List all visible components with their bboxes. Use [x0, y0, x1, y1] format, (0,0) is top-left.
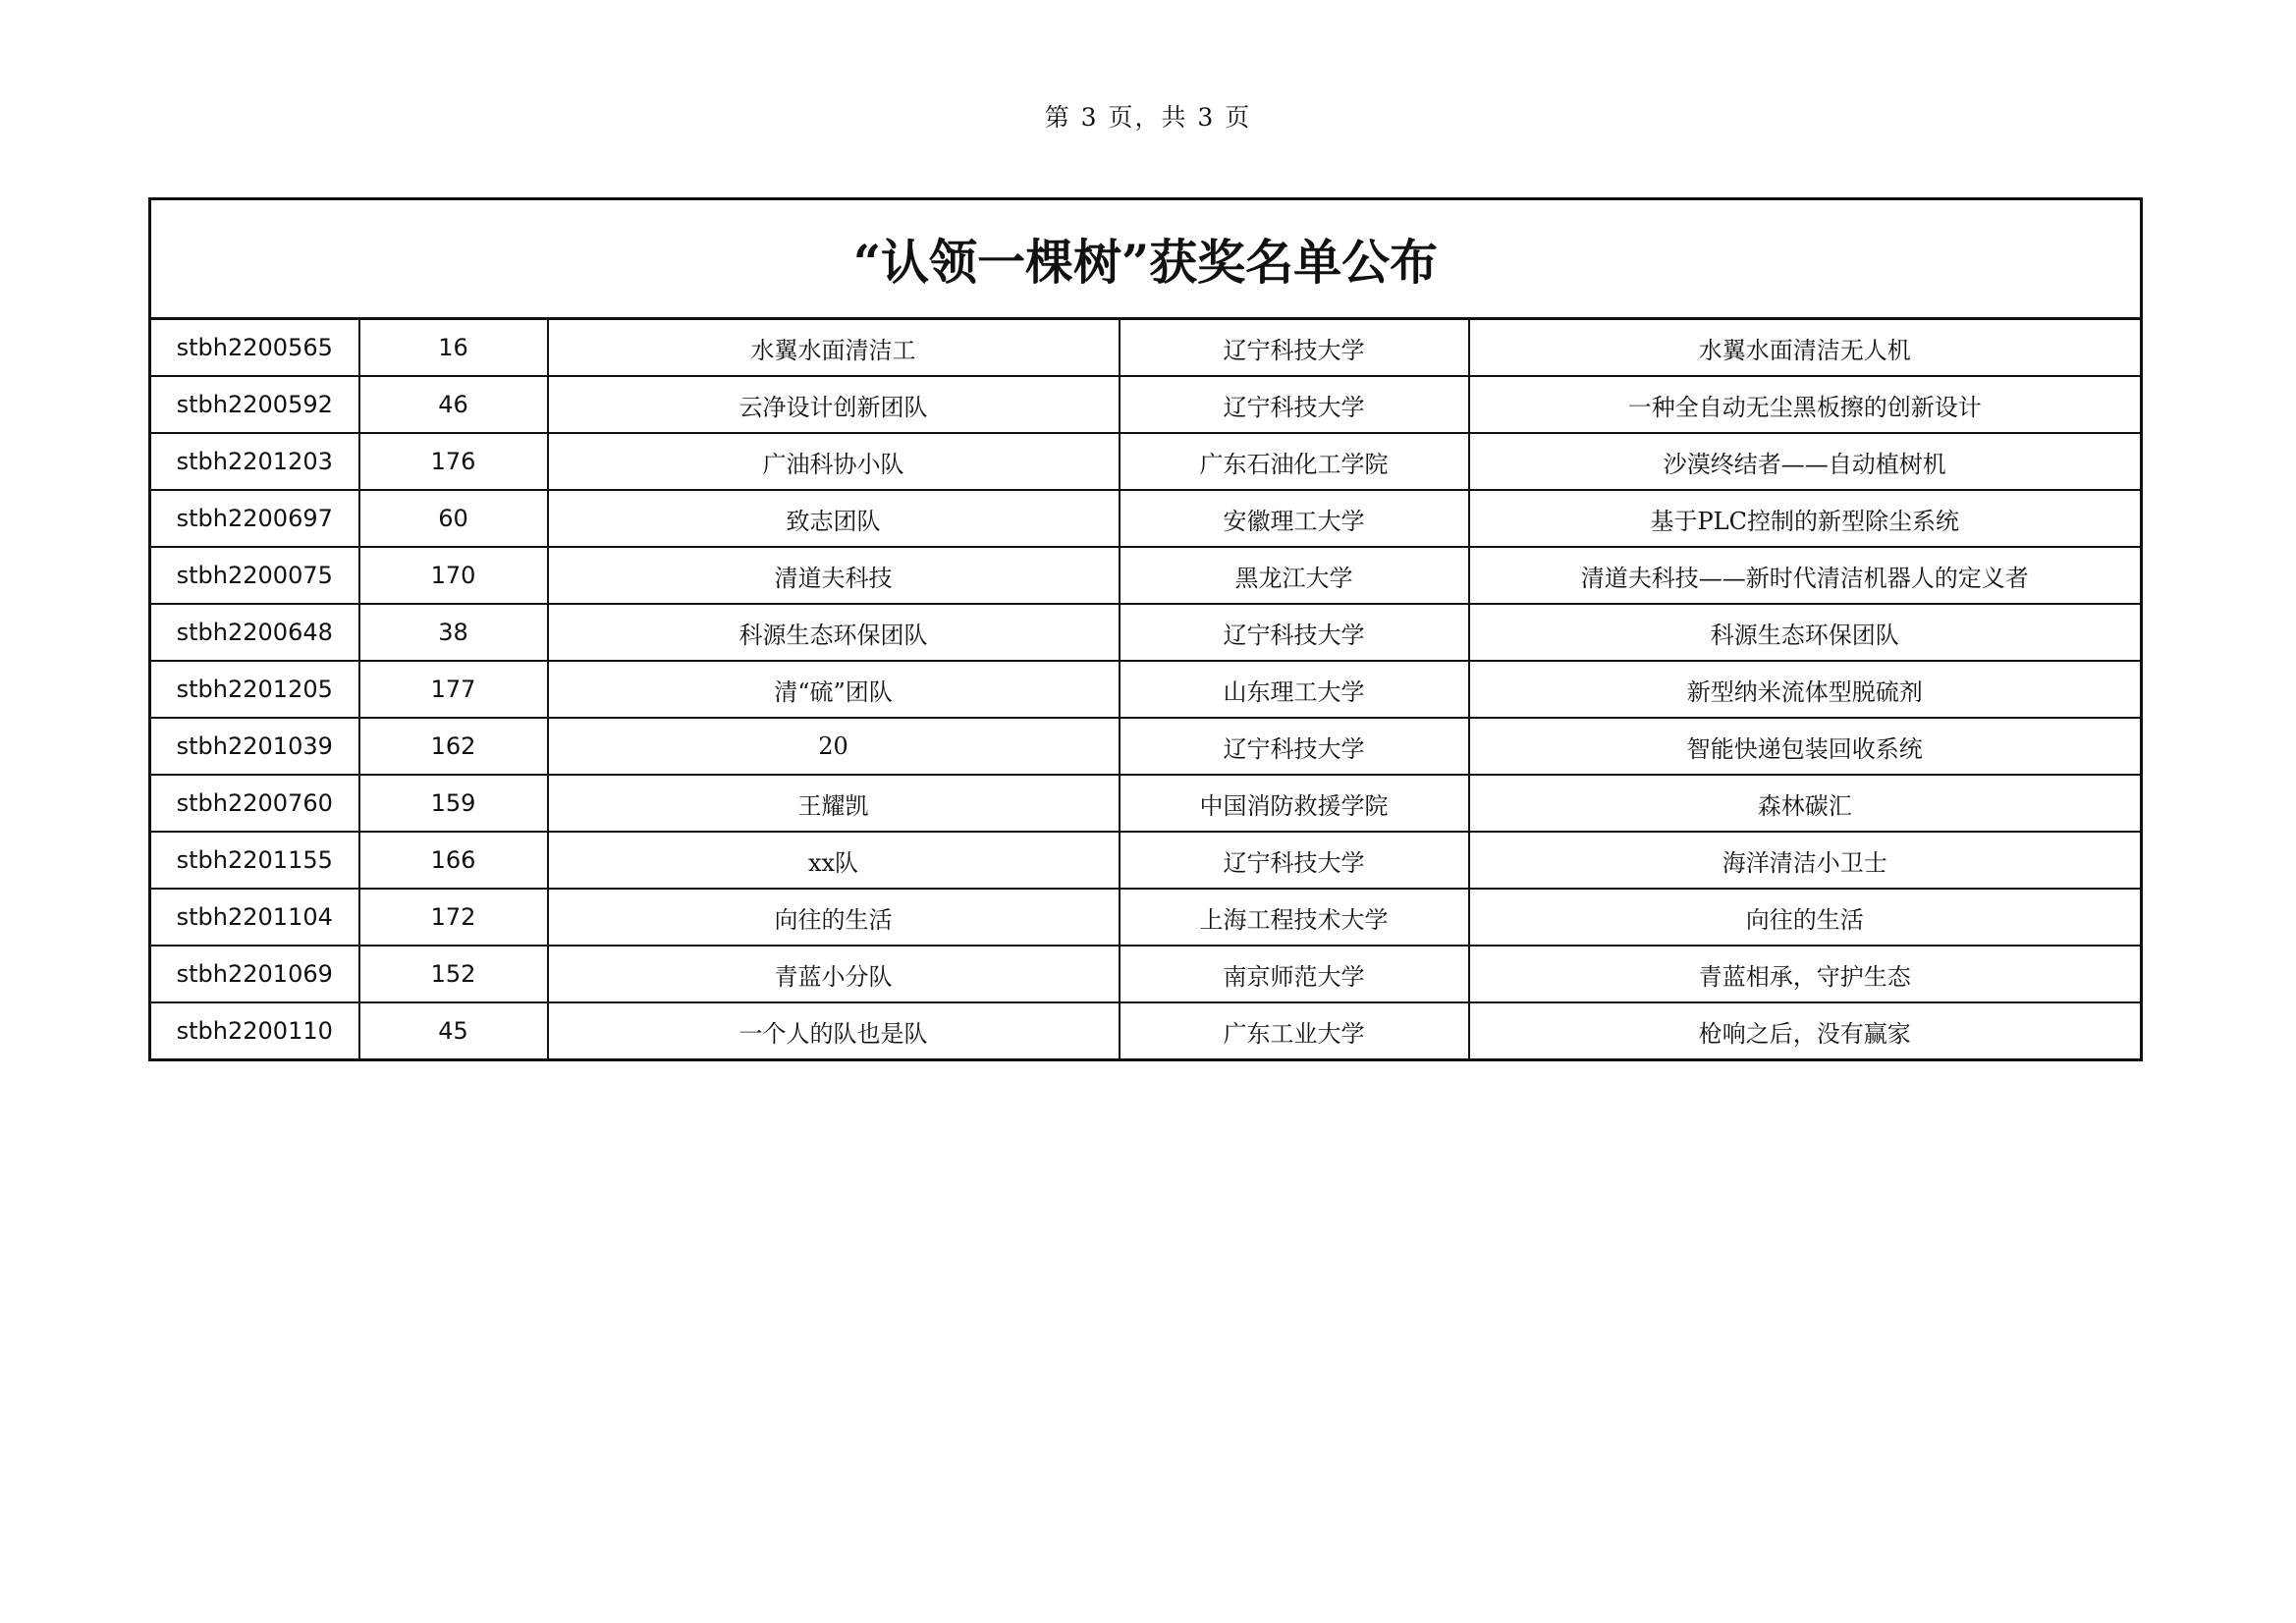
project-title-cell: 海洋清洁小卫士	[1469, 832, 2142, 889]
team-name-cell: 向往的生活	[548, 889, 1120, 946]
award-list-body	[150, 199, 2142, 1060]
school-cell: 黑龙江大学	[1120, 547, 1469, 604]
entry-id-cell: stbh2201104	[150, 889, 359, 946]
school-cell: 辽宁科技大学	[1120, 604, 1469, 661]
project-title-cell: 水翼水面清洁无人机	[1469, 319, 2142, 377]
entry-id-cell: stbh2201155	[150, 832, 359, 889]
project-title-cell: 基于PLC控制的新型除尘系统	[1469, 490, 2142, 547]
entry-id-cell: stbh2200760	[150, 775, 359, 832]
project-title-cell: 沙漠终结者——自动植树机	[1469, 433, 2142, 490]
entry-id-cell: stbh2201039	[150, 718, 359, 775]
entry-id-cell: stbh2200565	[150, 319, 359, 377]
table-row	[150, 376, 2142, 433]
team-name-cell: xx队	[548, 832, 1120, 889]
table-title: “认领一棵树”获奖名单公布	[150, 199, 2142, 319]
entry-number-cell: 170	[359, 547, 548, 604]
table-row	[150, 718, 2142, 775]
entry-id-cell: stbh2200648	[150, 604, 359, 661]
page-number-header: 第 3 页，共 3 页	[1044, 103, 1252, 132]
team-name-cell: 清“硫”团队	[548, 661, 1120, 718]
team-name-cell: 一个人的队也是队	[548, 1002, 1120, 1060]
team-name-cell: 云净设计创新团队	[548, 376, 1120, 433]
entry-number-cell: 38	[359, 604, 548, 661]
school-cell: 安徽理工大学	[1120, 490, 1469, 547]
table-row	[150, 661, 2142, 718]
table-row	[150, 490, 2142, 547]
entry-number-cell: 16	[359, 319, 548, 377]
entry-id-cell: stbh2201069	[150, 946, 359, 1002]
project-title-cell: 智能快递包装回收系统	[1469, 718, 2142, 775]
entry-number-cell: 166	[359, 832, 548, 889]
entry-id-cell: stbh2201203	[150, 433, 359, 490]
team-name-cell: 水翼水面清洁工	[548, 319, 1120, 377]
entry-number-cell: 45	[359, 1002, 548, 1060]
entry-number-cell: 176	[359, 433, 548, 490]
school-cell: 辽宁科技大学	[1120, 832, 1469, 889]
team-name-cell: 青蓝小分队	[548, 946, 1120, 1002]
entry-number-cell: 159	[359, 775, 548, 832]
school-cell: 辽宁科技大学	[1120, 319, 1469, 377]
school-cell: 辽宁科技大学	[1120, 718, 1469, 775]
project-title-cell: 森林碳汇	[1469, 775, 2142, 832]
table-row	[150, 433, 2142, 490]
table-row	[150, 547, 2142, 604]
award-list-table	[148, 197, 2143, 1061]
entry-number-cell: 172	[359, 889, 548, 946]
project-title-cell: 新型纳米流体型脱硫剂	[1469, 661, 2142, 718]
school-cell: 上海工程技术大学	[1120, 889, 1469, 946]
school-cell: 广东工业大学	[1120, 1002, 1469, 1060]
team-name-cell: 致志团队	[548, 490, 1120, 547]
team-name-cell: 清道夫科技	[548, 547, 1120, 604]
entry-id-cell: stbh2200110	[150, 1002, 359, 1060]
table-title-row	[150, 199, 2142, 319]
table-row	[150, 946, 2142, 1002]
entry-number-cell: 60	[359, 490, 548, 547]
table-row	[150, 319, 2142, 377]
school-cell: 辽宁科技大学	[1120, 376, 1469, 433]
school-cell: 广东石油化工学院	[1120, 433, 1469, 490]
entry-id-cell: stbh2200697	[150, 490, 359, 547]
project-title-cell: 青蓝相承，守护生态	[1469, 946, 2142, 1002]
table-row	[150, 889, 2142, 946]
project-title-cell: 枪响之后，没有赢家	[1469, 1002, 2142, 1060]
project-title-cell: 一种全自动无尘黑板擦的创新设计	[1469, 376, 2142, 433]
team-name-cell: 科源生态环保团队	[548, 604, 1120, 661]
school-cell: 南京师范大学	[1120, 946, 1469, 1002]
project-title-cell: 科源生态环保团队	[1469, 604, 2142, 661]
table-row	[150, 775, 2142, 832]
entry-number-cell: 46	[359, 376, 548, 433]
entry-id-cell: stbh2201205	[150, 661, 359, 718]
entry-id-cell: stbh2200075	[150, 547, 359, 604]
table-row	[150, 1002, 2142, 1060]
project-title-cell: 向往的生活	[1469, 889, 2142, 946]
team-name-cell: 王耀凯	[548, 775, 1120, 832]
table-row	[150, 604, 2142, 661]
school-cell: 中国消防救援学院	[1120, 775, 1469, 832]
team-name-cell: 广油科协小队	[548, 433, 1120, 490]
entry-id-cell: stbh2200592	[150, 376, 359, 433]
entry-number-cell: 152	[359, 946, 548, 1002]
table-row	[150, 832, 2142, 889]
school-cell: 山东理工大学	[1120, 661, 1469, 718]
project-title-cell: 清道夫科技——新时代清洁机器人的定义者	[1469, 547, 2142, 604]
team-name-cell: 20	[548, 718, 1120, 775]
entry-number-cell: 177	[359, 661, 548, 718]
entry-number-cell: 162	[359, 718, 548, 775]
